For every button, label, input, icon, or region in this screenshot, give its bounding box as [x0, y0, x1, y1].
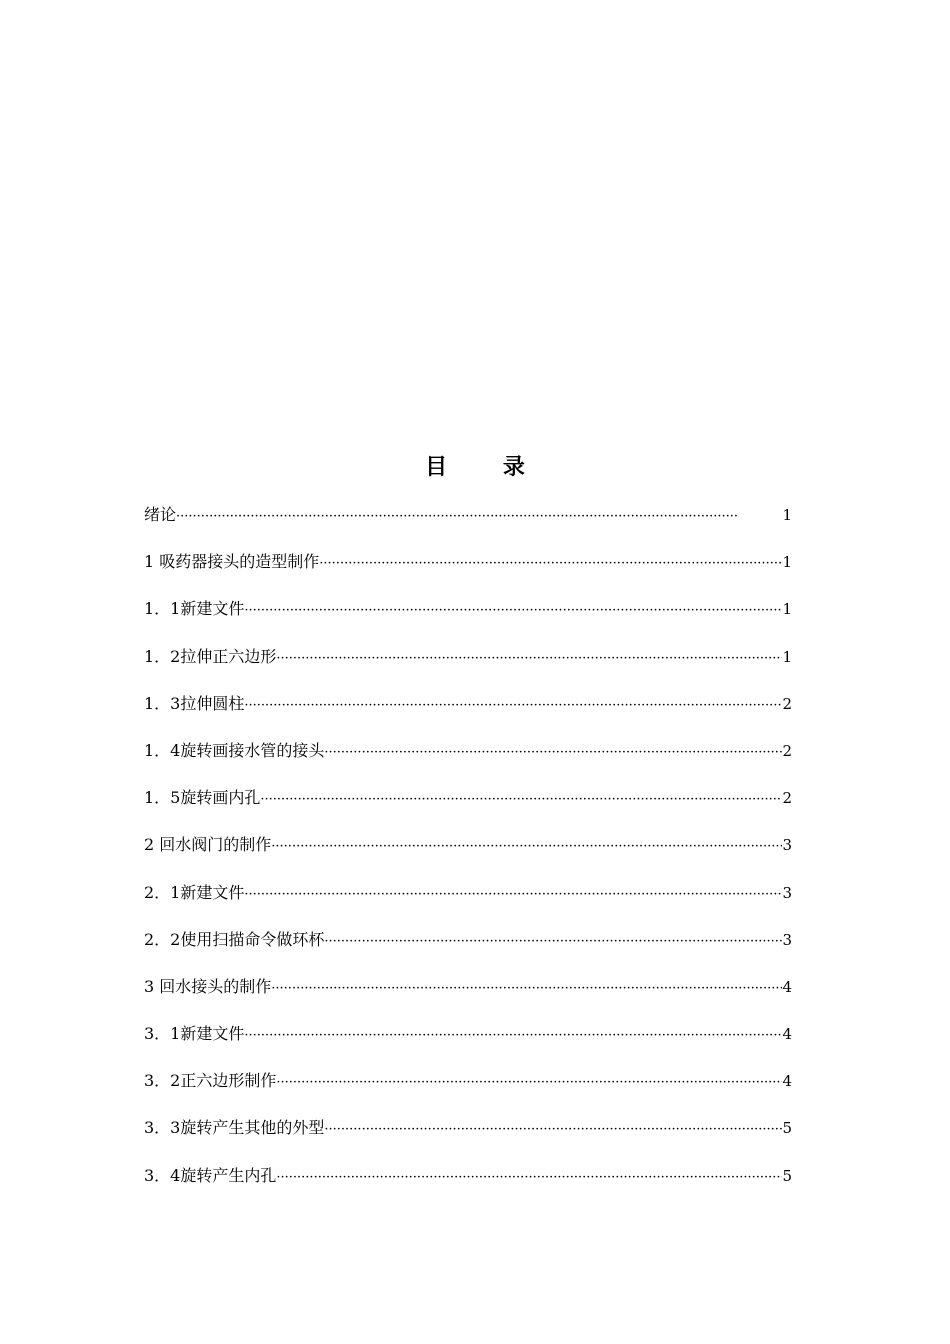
- toc-dot-leader: [244, 691, 782, 721]
- toc-dot-leader: [319, 549, 782, 579]
- toc-entry-page: 4: [782, 977, 792, 996]
- toc-entry[interactable]: [144, 878, 792, 925]
- toc-entry[interactable]: [144, 830, 792, 877]
- toc-dot-leader: [244, 880, 782, 910]
- toc-entry[interactable]: [144, 1161, 792, 1208]
- toc-entry-page: 1: [782, 647, 792, 666]
- toc-entry-page: 1: [782, 506, 792, 524]
- toc-entry[interactable]: [144, 1019, 792, 1066]
- toc-heading-char-2: 录: [502, 455, 525, 480]
- toc-dot-leader: [176, 502, 782, 532]
- toc-entry[interactable]: [144, 925, 792, 972]
- toc-entry-label: 1．5旋转画内孔: [144, 788, 261, 808]
- toc-entry[interactable]: [144, 972, 792, 1019]
- toc-entry-page: 2: [782, 741, 792, 760]
- toc-dot-leader: [244, 1021, 782, 1051]
- toc-dot-leader: [271, 974, 782, 1004]
- toc-entry-label: 1．2拉伸正六边形: [144, 646, 277, 666]
- toc-entry-page: 2: [782, 789, 792, 808]
- toc-dot-leader: [276, 1068, 782, 1098]
- toc-entry[interactable]: [144, 736, 792, 783]
- toc-heading-char-1: 目: [425, 455, 448, 480]
- toc-entry-page: 3: [782, 930, 792, 949]
- toc-entry-page: 1: [782, 600, 792, 619]
- toc-dot-leader: [324, 1115, 782, 1145]
- toc-entry[interactable]: [144, 783, 792, 830]
- toc-entry-label: 3．2正六边形制作: [144, 1071, 277, 1091]
- toc-entry[interactable]: [144, 689, 792, 736]
- toc-entry-page: 4: [782, 1072, 792, 1091]
- toc-entry[interactable]: [144, 642, 792, 689]
- toc-entry-page: 3: [782, 836, 792, 855]
- toc-dot-leader: [324, 927, 782, 957]
- toc-entry-label: 3．4旋转产生内孔: [144, 1165, 277, 1185]
- toc-entry-label: 1 吸药器接头的造型制作: [144, 552, 320, 572]
- toc-entry-page: 4: [782, 1025, 792, 1044]
- toc-entry-label: 2 回水阀门的制作: [144, 835, 272, 855]
- toc-dot-leader: [271, 832, 782, 862]
- toc-list: [144, 500, 792, 1208]
- toc-entry-page: 5: [782, 1166, 792, 1185]
- toc-entry-label: 3 回水接头的制作: [144, 976, 272, 996]
- toc-dot-leader: [244, 596, 782, 626]
- toc-dot-leader: [324, 738, 782, 768]
- toc-entry-label: 2．2使用扫描命令做环杯: [144, 929, 325, 949]
- toc-dot-leader: [276, 644, 782, 674]
- toc-entry[interactable]: [144, 594, 792, 641]
- toc-entry-label: 3．1新建文件: [144, 1024, 245, 1044]
- toc-entry-label: 3．3旋转产生其他的外型: [144, 1118, 325, 1138]
- toc-entry[interactable]: [144, 500, 792, 547]
- toc-entry-label: 绪论: [144, 505, 177, 524]
- toc-heading: [0, 452, 950, 484]
- toc-entry[interactable]: [144, 1113, 792, 1160]
- toc-dot-leader: [260, 785, 782, 815]
- toc-entry-page: 5: [782, 1119, 792, 1138]
- toc-entry[interactable]: [144, 1066, 792, 1113]
- toc-entry-page: 1: [782, 553, 792, 572]
- toc-entry-label: 1．1新建文件: [144, 599, 245, 619]
- toc-entry[interactable]: [144, 547, 792, 594]
- toc-entry-page: 3: [782, 883, 792, 902]
- toc-entry-label: 1．4旋转画接水管的接头: [144, 740, 325, 760]
- toc-dot-leader: [276, 1163, 782, 1193]
- toc-entry-label: 2．1新建文件: [144, 882, 245, 902]
- toc-entry-label: 1．3拉伸圆柱: [144, 693, 245, 713]
- toc-entry-page: 2: [782, 694, 792, 713]
